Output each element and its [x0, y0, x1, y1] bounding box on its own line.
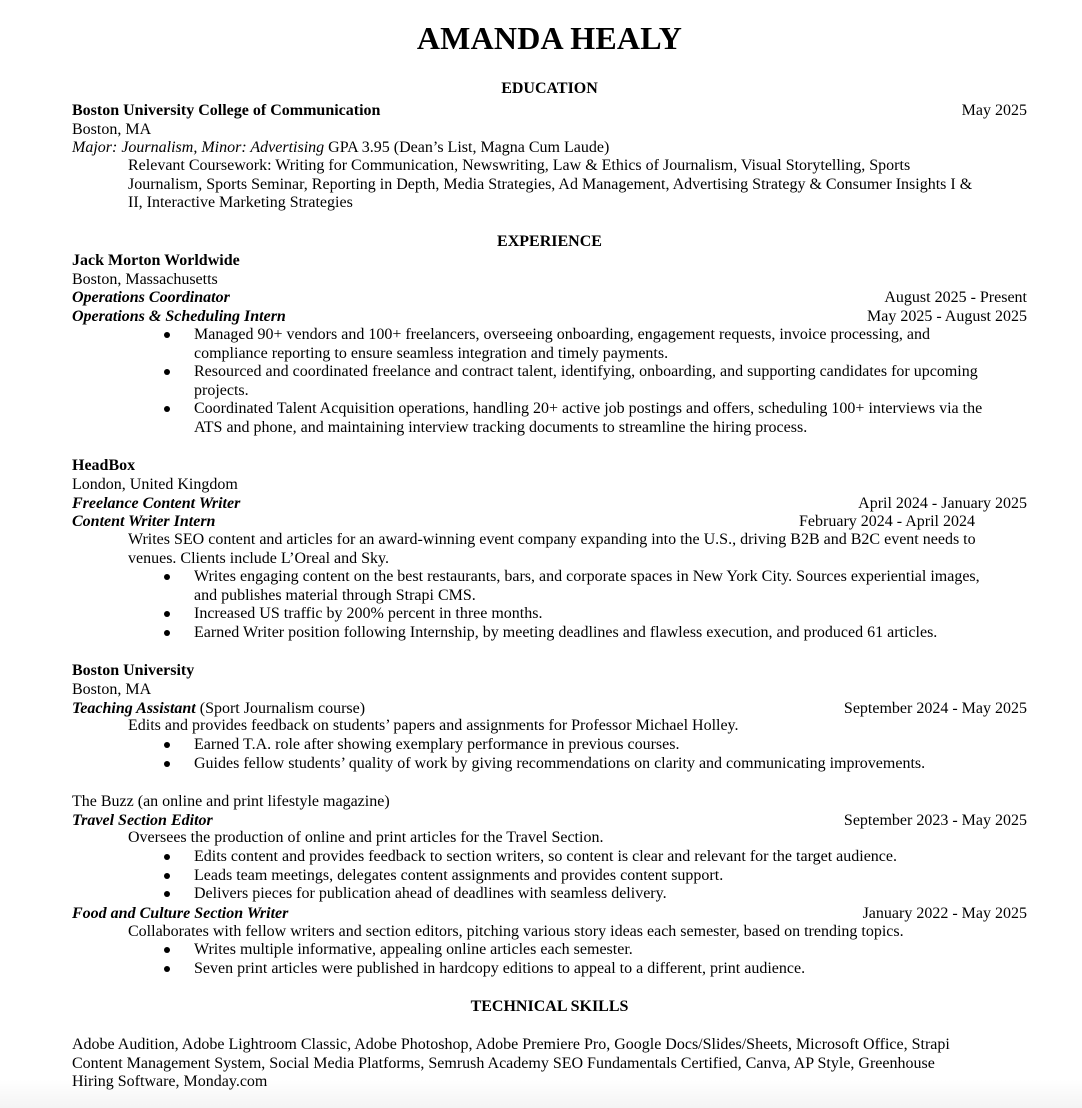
job-bullet [72, 755, 1014, 774]
education-gpa: GPA 3.95 (Dean’s List, Magna Cum Laude) [324, 139, 610, 156]
job-summary: Edits and provides feedback on students’ papers and assignments for Professor Michael Holley. [128, 717, 739, 734]
education-major: Major: Journalism, Minor: Advertising [72, 139, 325, 156]
job-bullet [72, 605, 984, 624]
job-role-dates: September 2024 - May 2025 [843, 700, 1027, 717]
bullet-dot-icon [164, 574, 170, 580]
bullet-dot-icon [164, 966, 170, 972]
job-summary: Collaborates with fellow writers and section editors, pitching various story ideas each semester, based on trending topics. [128, 923, 904, 940]
job-bullet-text: Seven print articles were published in hardcopy editions to appeal to a different, print audience. [194, 959, 806, 977]
job-role-title: Food and Culture Section Writer [72, 905, 289, 922]
bullet-dot-icon [164, 947, 170, 953]
section-heading-technical-skills: TECHNICAL SKILLS [470, 998, 629, 1015]
job-company [72, 251, 1027, 270]
section-heading-experience: EXPERIENCE [497, 233, 602, 250]
job-bullet-text: Writes engaging content on the best restaurants, bars, and corporate spaces in New York City. Sources experiential images, and publishes material through Strapi CMS. [194, 568, 980, 604]
job-company [72, 792, 1027, 811]
job-bullet-text: Guides fellow students’ quality of work by giving recommendations on clarity and communicating improvements. [194, 754, 926, 772]
job-bullet-text: Writes multiple informative, appealing online articles each semester. [194, 941, 633, 958]
job-role-dates: August 2025 - Present [884, 289, 1027, 306]
job-bullet-list [72, 848, 1027, 904]
education-school: Boston University College of Communication [72, 102, 381, 119]
job-bullet-list [72, 568, 1027, 642]
job-bullet-list [72, 326, 1027, 438]
education-school-row [72, 101, 1027, 120]
job-summary: Oversees the production of online and print articles for the Travel Section. [128, 829, 604, 846]
job-bullet-text: Managed 90+ vendors and 100+ freelancers, overseeing onboarding, engagement requests, invoice processing, and compliance reporting to ensure seamless integration and timely payments. [194, 326, 931, 362]
job-role-dates: September 2023 - May 2025 [843, 812, 1027, 829]
job-role-row [72, 699, 1027, 718]
job-company-name: Jack Morton Worldwide [72, 252, 240, 269]
job-bullet [72, 848, 1014, 867]
job-role-title: Content Writer Intern [72, 513, 216, 530]
bullet-dot-icon [164, 761, 170, 767]
job-summary: Writes SEO content and articles for an award-winning event company expanding into the U.S., driving B2B and B2C event needs to venues. Clients include L’Oreal and Sky. [128, 531, 976, 567]
job-company [72, 456, 1027, 475]
job-role-dates: April 2024 - January 2025 [858, 495, 1027, 512]
job-bullet-text: Resourced and coordinated freelance and contract talent, identifying, onboarding, and supporting candidates for upcoming projects. [194, 363, 978, 399]
job-bullet [72, 363, 984, 400]
bullet-dot-icon [164, 611, 170, 617]
job-role-dates: February 2024 - April 2024 [799, 513, 975, 530]
education-coursework: Relevant Coursework: Writing for Communication, Newswriting, Law & Ethics of Journalism, Visual Storytelling, Sports Journalism, Sports Seminar, Reporting in Depth, Media Strategies, Ad Management, Advertising Strategy & Consumer Insights I & II, Interactive Marketing Strategies [128, 157, 973, 212]
job-location: Boston, Massachusetts [72, 271, 218, 288]
job-bullet [72, 624, 1014, 643]
job-bullet-text: Coordinated Talent Acquisition operations, handling 20+ active job postings and offers, scheduling 100+ interviews via the ATS and phone, and maintaining interview tracking documents to streamline the hiring process. [194, 400, 983, 436]
job-company-name: The Buzz (an online and print lifestyle magazine) [72, 793, 390, 810]
job-bullet [72, 400, 994, 437]
job-role-row [72, 512, 1027, 531]
job-bullet [72, 885, 984, 904]
job-bullet [72, 568, 984, 605]
job-bullet-text: Increased US traffic by 200% percent in three months. [194, 605, 543, 623]
bullet-dot-icon [164, 891, 170, 897]
education-location: Boston, MA [72, 121, 152, 138]
job-bullet-text: Edits content and provides feedback to section writers, so content is clear and relevant for the target audience. [194, 848, 897, 865]
job-bullet [72, 941, 984, 960]
job-bullet [72, 960, 984, 979]
job-bullet [72, 326, 984, 363]
bullet-dot-icon [164, 854, 170, 860]
section-heading-education: EDUCATION [501, 80, 598, 97]
job-role-title: Operations Coordinator [72, 289, 230, 306]
job-role-row [72, 307, 1027, 326]
job-bullet-list [72, 941, 1027, 978]
bullet-dot-icon [164, 873, 170, 879]
job-bullet-text: Leads team meetings, delegates content assignments and provides content support. [194, 866, 724, 884]
skills-list: Adobe Audition, Adobe Lightroom Classic, Adobe Photoshop, Adobe Premiere Pro, Google Docs/Slides/Sheets, Microsoft Office, Strapi Content Management System, Social Media Platforms, Semrush Academy SEO Fundamentals Certified, Canva, AP Style, Greenhouse Hiring Software, Monday.com [72, 1036, 950, 1091]
education-degree-row [72, 138, 1027, 157]
education-date: May 2025 [961, 102, 1027, 119]
job-role-dates: January 2022 - May 2025 [862, 905, 1027, 922]
job-bullet-text: Delivers pieces for publication ahead of deadlines with seamless delivery. [194, 885, 667, 903]
job-location: London, United Kingdom [72, 476, 238, 493]
job-bullet [72, 867, 984, 886]
bullet-dot-icon [164, 742, 170, 748]
job-role-row [72, 811, 1027, 830]
job-role-row [72, 494, 1027, 513]
job-company [72, 661, 1027, 680]
job-role-row [72, 288, 1027, 307]
job-role-title: Operations & Scheduling Intern [72, 308, 286, 325]
job-location: Boston, MA [72, 681, 152, 698]
bullet-dot-icon [164, 369, 170, 375]
job-bullet [72, 736, 984, 755]
job-role-title: Travel Section Editor [72, 812, 213, 829]
job-bullet-text: Earned Writer position following Internship, by meeting deadlines and flawless execution, and produced 61 articles. [194, 623, 938, 641]
bullet-dot-icon [164, 630, 170, 636]
bullet-dot-icon [164, 406, 170, 412]
job-company-name: HeadBox [72, 457, 136, 474]
job-role-note: (Sport Journalism course) [195, 700, 366, 717]
job-role-title: Freelance Content Writer [72, 495, 241, 512]
job-company-name: Boston University [72, 662, 195, 679]
job-bullet-list [72, 736, 1027, 773]
job-bullet-text: Earned T.A. role after showing exemplary performance in previous courses. [194, 736, 680, 753]
job-role-row [72, 904, 1027, 923]
job-role-title: Teaching Assistant [72, 700, 196, 717]
candidate-name: AMANDA HEALY [416, 20, 683, 56]
job-role-dates: May 2025 - August 2025 [867, 308, 1027, 325]
bullet-dot-icon [164, 332, 170, 338]
